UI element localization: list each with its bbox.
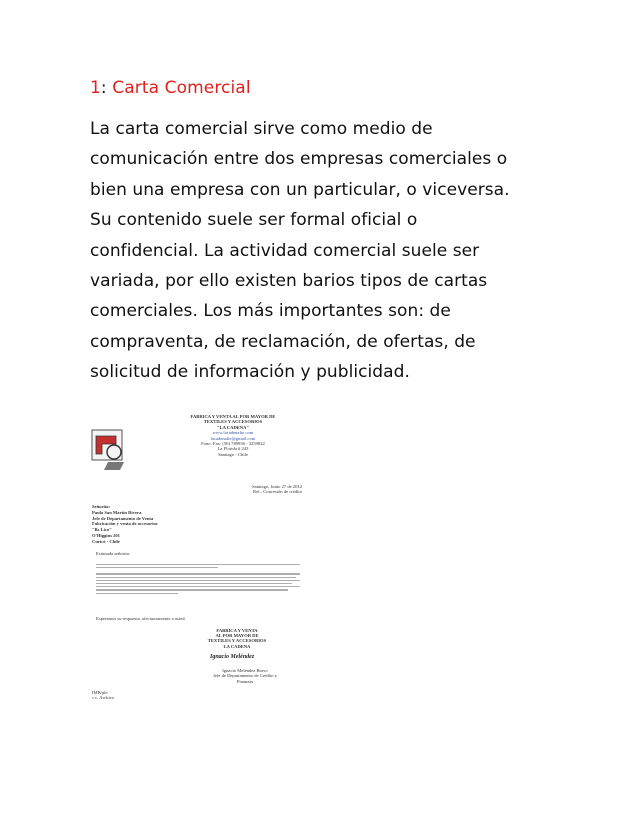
stamp-line: TEXTILES Y ACCESORIOS (207, 638, 267, 644)
letter-example-image (90, 412, 312, 710)
initials-line: IMB/ple (92, 690, 108, 695)
recipient-line: O'Higgins 201 (92, 532, 120, 538)
heading-separator: : (100, 78, 107, 98)
paragraph-line: Su contenido suele ser formal oficial o (90, 210, 418, 231)
company-stamp (202, 628, 272, 649)
recipient-line: Señorita: (92, 504, 111, 509)
recipient-line: Curicó - Chile (92, 538, 120, 544)
signer-line: Jefe de Departamento de Crédito y (213, 673, 277, 679)
heading-title: Carta Comercial (112, 78, 251, 98)
letter-header-link: www.lacadenafte.com (212, 430, 254, 436)
recipient-line: Jefe de Departamento de Venta (92, 515, 154, 521)
letter-header-detail: La Florida # 243 (217, 446, 249, 452)
paragraph-line: confidencial. La actividad comercial suele ser (90, 240, 480, 261)
heading-number: 1 (90, 78, 101, 98)
body-paragraph (90, 114, 590, 388)
letter-header-detail: Santiago - Chile (218, 451, 248, 457)
company-logo-icon (90, 426, 130, 476)
signer-line: Finanzas (236, 678, 254, 684)
letter-header-line: "LA CADENA" (216, 424, 250, 430)
paragraph-line: solicitud de información y publicidad. (90, 362, 410, 383)
initials-line: c.c. Archivo (92, 695, 115, 701)
stamp-line: LA CADENA (223, 643, 251, 649)
stamp-line: AL POR MAYOR DE (215, 633, 259, 639)
section-heading (90, 78, 251, 98)
letter-reference-line: Ref.: Concesión de crédito (253, 489, 302, 495)
letter-recipient (92, 504, 158, 545)
letter-closing: Esperamos su respuesta, afectuosamente a usted. (96, 616, 186, 621)
letter-greeting: Estimada señorita: (96, 551, 131, 556)
recipient-line: Fabricación y venta de accesorios (92, 521, 158, 527)
letter-header-line: FABRICA Y VENTA AL POR MAYOR DE (190, 414, 276, 419)
letter-signer (190, 668, 300, 684)
handwritten-signature: Ignacio Meléndez (210, 654, 255, 660)
letter-initials (92, 690, 114, 701)
paragraph-line: bien una empresa con un particular, o viceversa. (90, 179, 510, 200)
paragraph-line: comunicación entre dos empresas comerciales o (90, 149, 508, 170)
stamp-line: FABRICA Y VENTA (216, 628, 258, 633)
paragraph-line: variada, por ello existen barios tipos de cartas (90, 271, 488, 292)
letter-date (252, 484, 302, 495)
letter-header (168, 414, 298, 457)
letter-header-link: lacadenafte@gmail.com (210, 435, 256, 441)
signer-line: Ignacio Meléndez Bravo (222, 668, 268, 673)
letter-date-line: Santiago, Junio 27 de 2012 (252, 484, 302, 489)
paragraph-line: La carta comercial sirve como medio de (90, 119, 433, 139)
paragraph-line: compraventa, de reclamación, de ofertas, de (90, 331, 476, 352)
letter-body-text (96, 562, 300, 596)
letter-header-detail: Fono: Fax: (56) 789956 - 3259822 (201, 441, 265, 447)
recipient-line: Paula San Martín Rivera (92, 509, 142, 515)
paragraph-line: comerciales. Los más importantes son: de (90, 301, 451, 322)
letter-header-line: TEXTILES Y ACCESORIOS (203, 419, 263, 425)
recipient-line: "Bs Lico" (92, 527, 112, 533)
